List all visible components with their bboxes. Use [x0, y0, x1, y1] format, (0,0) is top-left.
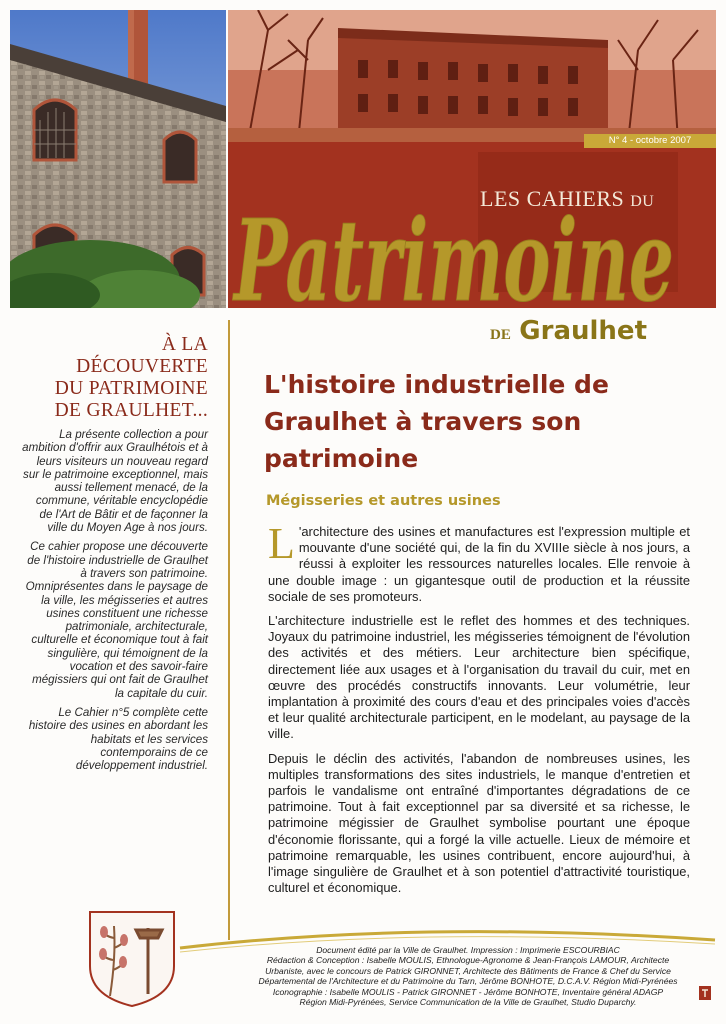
sidebar-heading-line: DE GRAULHET...: [54, 400, 208, 421]
credit-line: Urbaniste, avec le concours de Patrick GIRONNET, Architecte des Bâtiments de France & Chef du Service: [265, 965, 671, 976]
credit-line: Départemental de l'Architecture et du Patrimoine du Tarn, Jérôme BONHOTE, D.C.A.V. Région Midi-Pyrénées: [258, 976, 678, 987]
article-subtitle: Mégisseries et autres usines: [266, 493, 501, 509]
title-de: DE: [490, 327, 511, 343]
photo-industrial-building: [228, 10, 716, 142]
title-script-text: Patrimoine: [232, 196, 675, 327]
credit-line: Rédaction & Conception : Isabelle MOULIS, Ethnologue-Agronome & Jean-François LAMOUR, Architecte: [266, 955, 670, 966]
credit-line: Région Midi-Pyrénées, Service Communication de la Ville de Graulhet, Studio Duparchy.: [299, 997, 637, 1008]
credit-line: Iconographie : Isabelle MOULIS - Patrick GIRONNET - Jérôme BONHOTE, Inventaire général ADAGP: [272, 986, 664, 997]
article-paragraph: [268, 519, 690, 605]
article-title: L'histoire industrielle de Graulhet à travers son patrimoine: [264, 370, 609, 473]
issue-badge: N° 4 - octobre 2007: [584, 134, 716, 148]
credit-line: Document édité par la Ville de Graulhet. Impression : Imprimerie ESCOURBIAC: [316, 945, 620, 955]
town-crest-icon: [86, 908, 178, 1008]
sidebar-heading-line: DU PATRIMOINE: [54, 378, 208, 399]
column-divider: [228, 320, 230, 940]
sidebar-heading-line: À LA: [161, 334, 208, 355]
sidebar-paragraph: Ce cahier propose une découverte de l'histoire industrielle de Graulhet à travers son patrimoine. Omniprésentes dans le paysage de la ville, les mégisseries et autres usines constituent une richesse patrimoniale, architecturale, culturelle et économique tout à fait singulière, qui témoignent de la vocation et des savoir-faire mégissiers qui ont fait de Graulhet la capitale du cuir.: [25, 540, 208, 700]
title-town: [490, 316, 647, 346]
sidebar-heading: [22, 334, 208, 422]
sidebar-paragraph: Le Cahier n°5 complète cette histoire des usines en abordant les habitats et les services contemporains de ce développement industriel.: [28, 705, 208, 773]
sidebar-text: [22, 428, 208, 778]
sidebar-paragraph: La présente collection a pour ambition d'offrir aux Graulhétois et à leurs visiteurs un nouveau regard sur le patrimoine exceptionnel, mais aussi tellement menacé, de la commune, véritable encyclopédie de l'Art de Bâtir et de façonner la ville du Moyen Age à nos jours.: [22, 428, 208, 535]
article-body: [268, 519, 690, 904]
sidebar-heading-line: DÉCOUVERTE: [76, 356, 208, 377]
article-paragraph: Depuis le déclin des activités, l'abandon de nombreuses usines, les multiples transformations des sites industriels, le manque d'entretien et parfois le vandalisme ont entraîné d'importantes dégradations de ce patrimoine. Tout à fait exceptionnel par sa diversité et sa richesse, le patrimoine mégissier de Graulhet symbolise pourtant une époque d'économie florissante, qui a forgé la ville actuelle. Lieux de mémoire et patrimoine remarquable, les usines contribuent, encore aujourd'hui, à l'image singulière de Graulhet et à son potentiel d'attractivité touristique, culturel et économique.: [268, 750, 690, 896]
article-paragraph-text: 'architecture des usines et manufactures est l'expression multiple et mouvante d'une société qui, de la fin du XVIIIe siècle à nos jours, a réussi à exploiter les ressources naturelles locales. Elle renvoie à une double image : un gigantesque outil de production et la réussite sociale de ses promoteurs.: [268, 524, 690, 604]
title-town-name: Graulhet: [519, 316, 647, 346]
article-paragraph: L'architecture industrielle est le reflet des hommes et des techniques. Joyaux du patrimoine industriel, les mégisseries témoignent de l'évolution des activités et des métiers. Leur architecture bien spécifique, directement liée aux usages et à l'organisation du travail du cuir, met en œuvre des procédés constructifs innovants. Leur volumétrie, leur implantation à proximité des cours d'eau et des principales voies d'accès et leur qualité architecturale participent, en le modelant, au paysage de la ville.: [268, 613, 690, 742]
publisher-logo-icon: [698, 985, 712, 1001]
series-title-du: DU: [630, 193, 655, 210]
series-title-main: LES CAHIERS: [480, 186, 625, 211]
photo-factory-chimney: [10, 10, 226, 308]
drop-cap: L: [268, 519, 295, 568]
credits: [228, 945, 708, 1007]
